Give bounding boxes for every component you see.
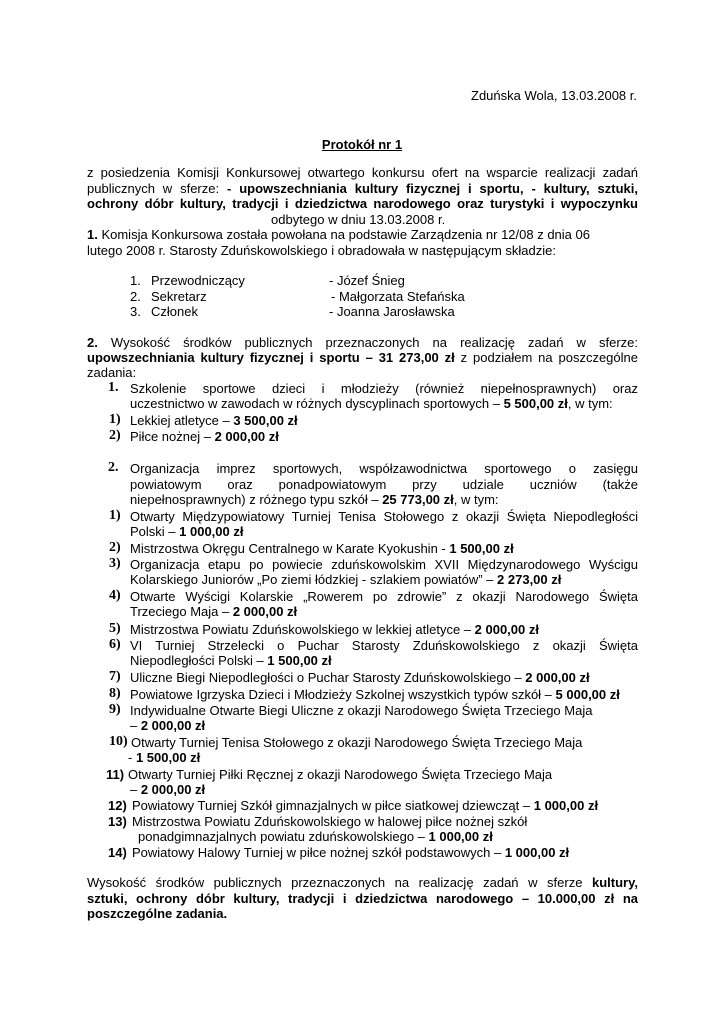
task2-sub-line: Mistrzostwa Powiatu Zduńskowolskiego w halowej piłce nożnej szkół	[132, 814, 528, 829]
task2-sub-number: 2)	[109, 540, 121, 555]
task2-sub-number: 8)	[109, 686, 121, 701]
intro-line-1: z posiedzenia Komisji Konkursowej otwartego konkursu ofert na wsparcie realizacji zadań	[87, 165, 638, 180]
amount: 1 000,00 zł	[428, 829, 493, 844]
amount: 2 273,00 zł	[497, 572, 562, 587]
task1-sub-number: 1)	[109, 412, 121, 427]
task2-sub-number: 10)	[109, 734, 128, 749]
member-no: 3.	[130, 304, 141, 319]
amount: 2 000,00 zł	[140, 718, 206, 733]
task1-line-2: uczestnictwo w zawodach w różnych dyscyplinach sportowych – 5 500,00 zł, w tym:	[130, 396, 613, 411]
member-no: 1.	[130, 273, 141, 288]
section2-line-2: upowszechniania kultury fizycznej i sportu – 31 273,00 zł z podziałem na poszczególne	[87, 350, 638, 365]
section2-number: 2.	[87, 335, 98, 350]
member-name: - Józef Śnieg	[329, 273, 405, 288]
task2-sub-line: – 2 000,00 zł	[130, 782, 206, 797]
amount: 1 000,00 zł	[533, 798, 599, 813]
task2-sub-line: VI Turniej Strzelecki o Puchar Starosty Zduńskowolskiego z okazji Święta	[130, 638, 638, 653]
amount: 3 500,00 zł	[233, 413, 298, 428]
section3-line-2: sztuki, ochrony dóbr kultury, tradycji i dziedzictwa narodowego – 10.000,00 zł na	[87, 891, 638, 906]
task2-sub-line: Uliczne Biegi Niepodległości o Puchar Starosty Zduńskowolskiego – 2 000,00 zł	[130, 670, 590, 685]
task2-sub-line: Powiatowy Turniej Szkół gimnazjalnych w piłce siatkowej dziewcząt – 1 000,00 zł	[132, 798, 599, 813]
task1-amount: 5 500,00 zł	[503, 396, 568, 411]
task2-sub-line: Polski – 1 000,00 zł	[130, 524, 244, 539]
task2-sub-number: 3)	[109, 556, 121, 571]
task2-sub-line: Otwarty Turniej Tenisa Stołowego z okazji Narodowego Święta Trzeciego Maja	[131, 735, 583, 750]
member-name: - Joanna Jarosławska	[329, 304, 455, 319]
section1-line-1: 1. Komisja Konkursowa została powołana na podstawie Zarządzenia nr 12/08 z dnia 06	[87, 227, 590, 242]
member-name: - Małgorzata Stefańska	[331, 289, 465, 304]
task2-sub-line: Mistrzostwa Okręgu Centralnego w Karate Kyokushin - 1 500,00 zł	[130, 541, 514, 556]
section2-total-bold: upowszechniania kultury fizycznej i sportu – 31 273,00 zł	[87, 350, 455, 365]
task2-sub-line: Niepodległości Polski – 1 500,00 zł	[130, 653, 332, 668]
task2-sub-line: Otwarty Międzypowiatowy Turniej Tenisa Stołowego z okazji Święta Niepodległości	[130, 509, 638, 524]
task2-sub-number: 13)	[108, 814, 127, 829]
section1-number: 1.	[87, 227, 98, 242]
amount: 2 000,00 zł	[474, 622, 539, 637]
task2-sub-number: 6)	[109, 637, 121, 652]
task2-sub-number: 1)	[109, 508, 121, 523]
amount: 2 000,00 zł	[140, 782, 206, 797]
task2-sub-line: Mistrzostwa Powiatu Zduńskowolskiego w lekkiej atletyce – 2 000,00 zł	[130, 622, 539, 637]
task1-sub-item: Lekkiej atletyce – 3 500,00 zł	[130, 413, 298, 428]
task1-sub-number: 2)	[109, 428, 121, 443]
task2-sub-line: Otwarty Turniej Piłki Ręcznej z okazji Narodowego Święta Trzeciego Maja	[128, 767, 553, 782]
amount: 1 500,00 zł	[135, 750, 201, 765]
task1-line-1: Szkolenie sportowe dzieci i młodzieży (również niepełnosprawnych) oraz	[130, 381, 638, 396]
intro-line-4: odbytego w dniu 13.03.2008 r.	[271, 212, 446, 227]
task2-amount: 25 773,00 zł	[382, 492, 454, 507]
task2-sub-number: 9)	[109, 702, 121, 717]
amount: 1 000,00 zł	[179, 524, 244, 539]
task2-line-2: powiatowym oraz ponadpowiatowym przy udziale uczniów (także	[130, 477, 638, 492]
section1-line-2: lutego 2008 r. Starosty Zduńskowolskiego i obradowała w następującym składzie:	[87, 243, 556, 258]
intro-line-2	[87, 181, 638, 197]
task2-line-1: Organizacja imprez sportowych, współzawodnictwa sportowego o zasięgu	[130, 461, 638, 476]
member-role: Członek	[151, 304, 198, 319]
task2-sub-number: 4)	[109, 588, 121, 603]
task2-sub-line: – 2 000,00 zł	[130, 718, 206, 733]
amount: 5 000,00 zł	[555, 687, 620, 702]
task2-sub-line: Powiatowy Halowy Turniej w piłce nożnej szkół podstawowych – 1 000,00 zł	[132, 845, 570, 860]
task2-sub-number: 14)	[108, 845, 127, 860]
task2-sub-line: Organizacja etapu po powiecie zduńskowolskim XVII Międzynarodowego Wyścigu	[130, 557, 638, 572]
amount: 1 500,00 zł	[449, 541, 514, 556]
intro-text: publicznych w sferze:	[87, 181, 227, 196]
document-title: Protokół nr 1	[321, 137, 403, 152]
member-role: Sekretarz	[151, 289, 207, 304]
member-role: Przewodniczący	[151, 273, 245, 288]
task2-sub-line: Otwarte Wyścigi Kolarskie „Rowerem po zdrowie” z okazji Narodowego Święta	[130, 589, 638, 604]
section2-line-1: 2. Wysokość środków publicznych przeznaczonych na realizację zadań w sferze:	[87, 335, 638, 350]
amount: 2 000,00 zł	[232, 604, 298, 619]
place-date: Zduńska Wola, 13.03.2008 r.	[471, 88, 637, 103]
task2-line-3: niepełnosprawnych) z różnego typu szkół – 25 773,00 zł, w tym:	[130, 492, 499, 507]
task2-sub-number: 11)	[106, 767, 125, 782]
section3-line-3: poszczególne zadania.	[87, 906, 228, 921]
section2-line-3: zadania:	[87, 365, 137, 380]
amount: 1 500,00 zł	[267, 653, 332, 668]
task2-sub-line: - 1 500,00 zł	[128, 750, 201, 765]
amount: 2 000,00 zł	[214, 429, 279, 444]
section3-line-1: Wysokość środków publicznych przeznaczonych na realizację zadań w sferze kultury,	[87, 875, 638, 890]
task2-sub-line: Powiatowe Igrzyska Dzieci i Młodzieży Szkolnej wszystkich typów szkół – 5 000,00 zł	[130, 687, 620, 702]
member-no: 2.	[130, 289, 141, 304]
task2-sub-line: Kolarskiego Juniorów „Po ziemi łódzkiej - szlakiem powiatów” – 2 273,00 zł	[130, 572, 562, 587]
task2-sub-number: 12)	[108, 798, 127, 813]
task2-sub-number: 7)	[109, 669, 121, 684]
task2-sub-number: 5)	[109, 621, 121, 636]
amount: 2 000,00 zł	[525, 670, 590, 685]
task1-sub-item: Piłce nożnej – 2 000,00 zł	[130, 429, 279, 444]
intro-line-3: ochrony dóbr kultury, tradycji i dziedzictwa narodowego oraz turystyki i wypoczynku	[87, 196, 638, 211]
amount: 1 000,00 zł	[504, 845, 570, 860]
intro-scope-bold: - upowszechniania kultury fizycznej i sportu, - kultury, sztuki,	[226, 181, 638, 196]
task1-number: 1.	[108, 380, 119, 395]
task2-number: 2.	[108, 460, 119, 475]
task2-sub-line: ponadgimnazjalnych powiatu zduńskowolskiego – 1 000,00 zł	[138, 829, 493, 844]
task2-sub-line: Indywidualne Otwarte Biegi Uliczne z okazji Narodowego Święta Trzeciego Maja	[130, 703, 593, 718]
task2-sub-line: Trzeciego Maja – 2 000,00 zł	[130, 604, 298, 619]
